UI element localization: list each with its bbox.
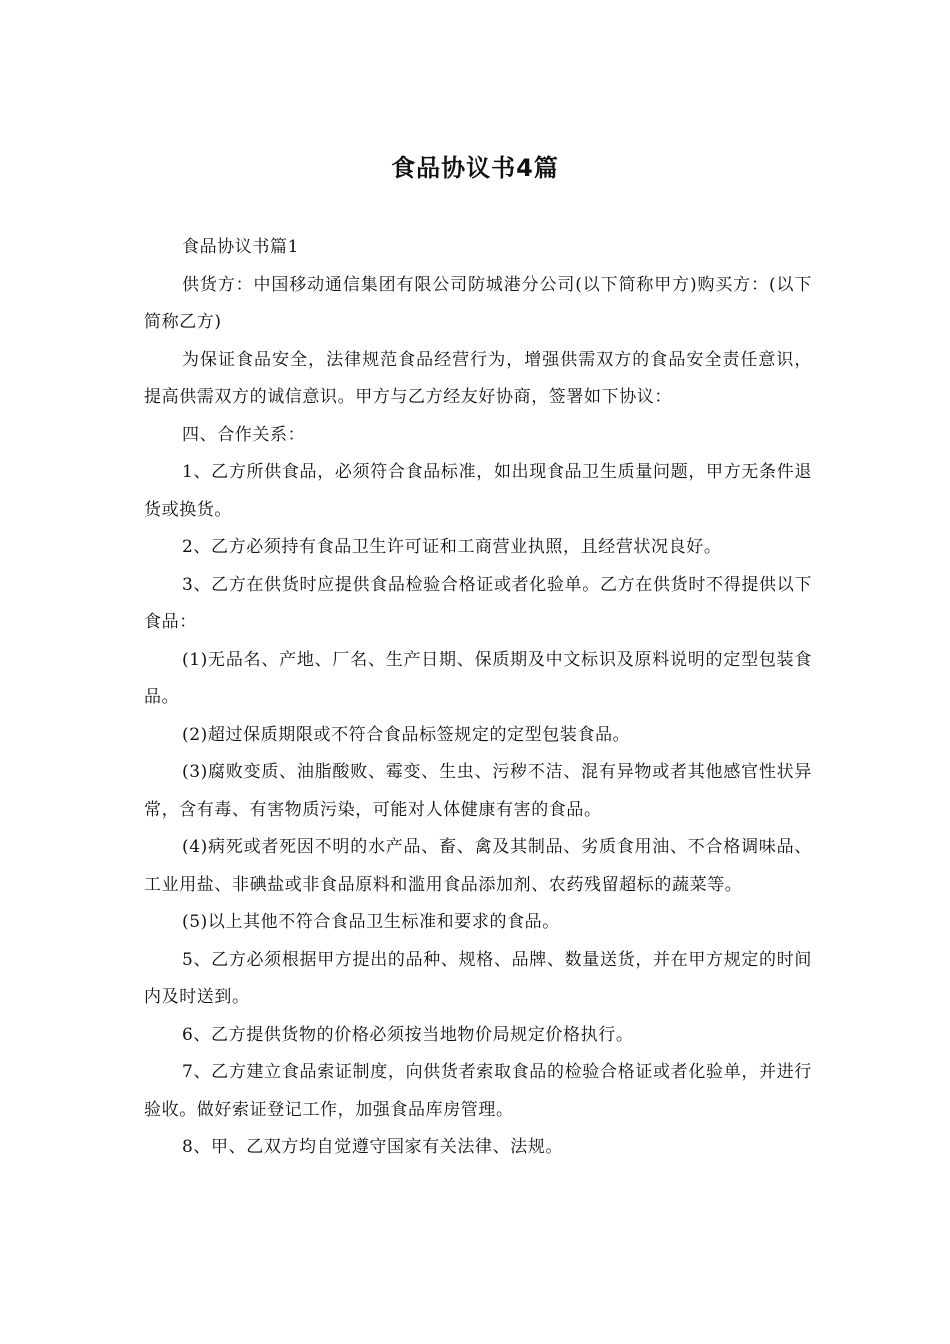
parties-paragraph: 供货方：中国移动通信集团有限公司防城港分公司(以下简称甲方)购买方：(以下简称乙方) bbox=[144, 274, 812, 332]
clause-heading: 四、合作关系： bbox=[182, 424, 306, 445]
clause-paragraph: 7、乙方建立食品索证制度，向供货者索取食品的检验合格证或者化验单，并进行验收。做好索证登记工作，加强食品库房管理。 bbox=[144, 1062, 812, 1120]
sub-clause-paragraph: (3)腐败变质、油脂酸败、霉变、生虫、污秽不洁、混有异物或者其他感官性状异常，含有毒、有害物质污染，可能对人体健康有害的食品。 bbox=[144, 762, 812, 820]
clause-paragraph: 2、乙方必须持有食品卫生许可证和工商营业执照，且经营状况良好。 bbox=[182, 537, 722, 557]
clause-paragraph: 5、乙方必须根据甲方提出的品种、规格、品牌、数量送货，并在甲方规定的时间内及时送到。 bbox=[144, 949, 812, 1007]
clause-paragraph: 1、乙方所供食品，必须符合食品标准，如出现食品卫生质量问题，甲方无条件退货或换货。 bbox=[144, 462, 812, 520]
document-body bbox=[144, 229, 812, 1167]
sub-clause-paragraph: (2)超过保质期限或不符合食品标签规定的定型包装食品。 bbox=[182, 724, 631, 745]
clause-paragraph: 6、乙方提供货物的价格必须按当地物价局规定价格执行。 bbox=[182, 1024, 634, 1045]
section-heading: 食品协议书篇1 bbox=[182, 237, 300, 257]
sub-clause-paragraph: (4)病死或者死因不明的水产品、畜、禽及其制品、劣质食用油、不合格调味品、工业用盐、非碘盐或非食品原料和滥用食品添加剂、农药残留超标的蔬菜等。 bbox=[144, 837, 812, 895]
document-title: 食品协议书4篇 bbox=[391, 154, 559, 182]
sub-clause-paragraph: (5)以上其他不符合食品卫生标准和要求的食品。 bbox=[182, 912, 560, 932]
sub-clause-paragraph: (1)无品名、产地、厂名、生产日期、保质期及中文标识及原料说明的定型包装食品。 bbox=[144, 649, 812, 707]
preamble-paragraph: 为保证食品安全，法律规范食品经营行为，增强供需双方的食品安全责任意识，提高供需双方的诚信意识。甲方与乙方经友好协商，签署如下协议： bbox=[144, 349, 812, 407]
clause-paragraph: 3、乙方在供货时应提供食品检验合格证或者化验单。乙方在供货时不得提供以下食品： bbox=[144, 574, 812, 632]
clause-paragraph: 8、甲、乙双方均自觉遵守国家有关法律、法规。 bbox=[182, 1137, 564, 1157]
